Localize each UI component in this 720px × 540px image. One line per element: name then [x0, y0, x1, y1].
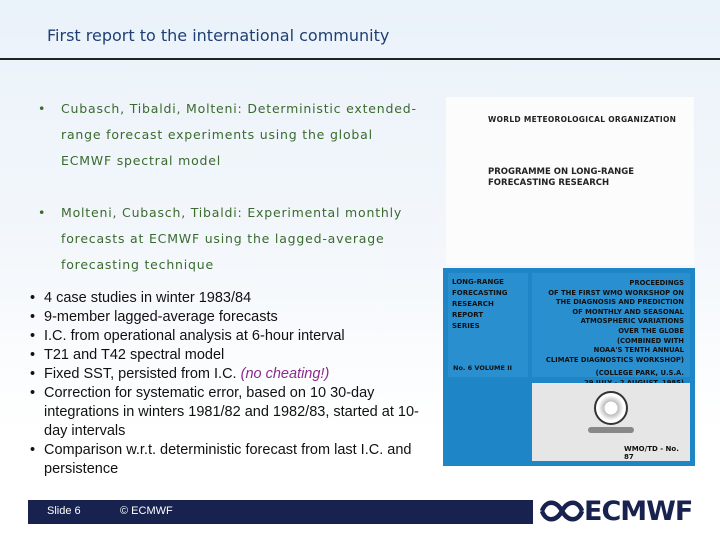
proceedings-line: OF MONTHLY AND SEASONAL — [572, 307, 684, 316]
experiment-points — [30, 289, 440, 479]
list-item — [30, 441, 440, 479]
bullet-icon: • — [30, 347, 36, 363]
slide-title: First report to the international community — [47, 26, 390, 45]
reference-text: Cubasch, Tibaldi, Molteni: Deterministic extended-range forecast experiments using the global ECMWF spectral model — [61, 101, 417, 168]
series-number: No. 6 VOLUME II — [453, 364, 513, 372]
proceedings-line: NOAA'S TENTH ANNUAL — [593, 346, 684, 355]
proceedings-title — [532, 273, 690, 377]
point-text: 9-member lagged-average forecasts — [44, 309, 278, 325]
emblem-ribbon-icon — [588, 427, 634, 433]
bullet-icon: • — [30, 366, 36, 382]
proceedings-line: CLIMATE DIAGNOSTICS WORKSHOP) — [545, 355, 684, 364]
bullet-icon: • — [38, 205, 47, 220]
list-item — [30, 289, 440, 308]
proceedings-line: OVER THE GLOBE — [618, 326, 684, 335]
programme-title — [488, 167, 634, 189]
point-text: 4 case studies in winter 1983/84 — [44, 290, 252, 306]
bullet-icon: • — [30, 328, 36, 344]
copyright-text: © ECMWF — [120, 505, 173, 517]
list-item — [30, 346, 440, 365]
no-cheating-note: (no cheating!) — [240, 366, 330, 382]
proceedings-line: (COMBINED WITH — [616, 336, 684, 345]
emblem-panel — [532, 383, 690, 461]
list-item — [30, 384, 440, 441]
proceedings-line: OF THE FIRST WMO WORKSHOP ON — [548, 288, 684, 297]
bullet-icon: • — [30, 385, 36, 401]
report-cover-header — [446, 97, 694, 265]
programme-line: PROGRAMME ON LONG-RANGE — [488, 167, 635, 177]
series-line: FORECASTING — [452, 289, 508, 297]
report-cover — [443, 268, 695, 466]
point-text: Fixed SST, persisted from I.C. — [44, 366, 241, 382]
proceedings-line: PROCEEDINGS — [629, 279, 684, 287]
reference-list — [38, 96, 428, 304]
logo-text: ECMWF — [584, 495, 693, 527]
reference-item — [38, 96, 428, 174]
series-line: SERIES — [452, 322, 480, 330]
point-text: T21 and T42 spectral model — [44, 347, 225, 363]
series-line: LONG-RANGE — [452, 278, 504, 286]
ecmwf-logo-mark-icon — [540, 498, 584, 524]
programme-line: FORECASTING RESEARCH — [488, 178, 610, 188]
point-text: I.C. from operational analysis at 6-hour interval — [44, 328, 345, 344]
title-divider — [0, 58, 720, 60]
series-label — [448, 273, 528, 377]
workshop-place: (COLLEGE PARK, U.S.A. — [595, 369, 684, 378]
proceedings-line: ATMOSPHERIC VARIATIONS — [580, 317, 684, 326]
proceedings-line: THE DIAGNOSIS AND PREDICTION — [555, 298, 684, 307]
reference-text: Molteni, Cubasch, Tibaldi: Experimental monthly forecasts at ECMWF using the lagged-average forecasting technique — [61, 205, 403, 272]
wmo-emblem-icon — [594, 391, 628, 425]
slide-number: Slide 6 — [47, 505, 81, 517]
point-text: Comparison w.r.t. deterministic forecast from last I.C. and persistence — [44, 442, 412, 477]
series-line: RESEARCH — [452, 300, 494, 308]
point-text: Correction for systematic error, based on 10 30-day integrations in winters 1981/82 and 1982/83, started at 10-day intervals — [44, 385, 419, 439]
footer-bar — [28, 500, 533, 524]
ecmwf-logo — [540, 496, 692, 526]
bullet-icon: • — [30, 290, 36, 306]
bullet-icon: • — [30, 442, 36, 458]
list-item — [30, 308, 440, 327]
list-item — [30, 327, 440, 346]
footer — [0, 495, 720, 528]
bullet-icon: • — [38, 101, 47, 116]
series-line: REPORT — [452, 311, 484, 319]
bullet-icon: • — [30, 309, 36, 325]
td-number: WMO/TD - No. 87 — [624, 445, 679, 461]
list-item — [30, 365, 440, 384]
reference-item — [38, 200, 428, 278]
organization-name: WORLD METEOROLOGICAL ORGANIZATION — [488, 115, 677, 124]
